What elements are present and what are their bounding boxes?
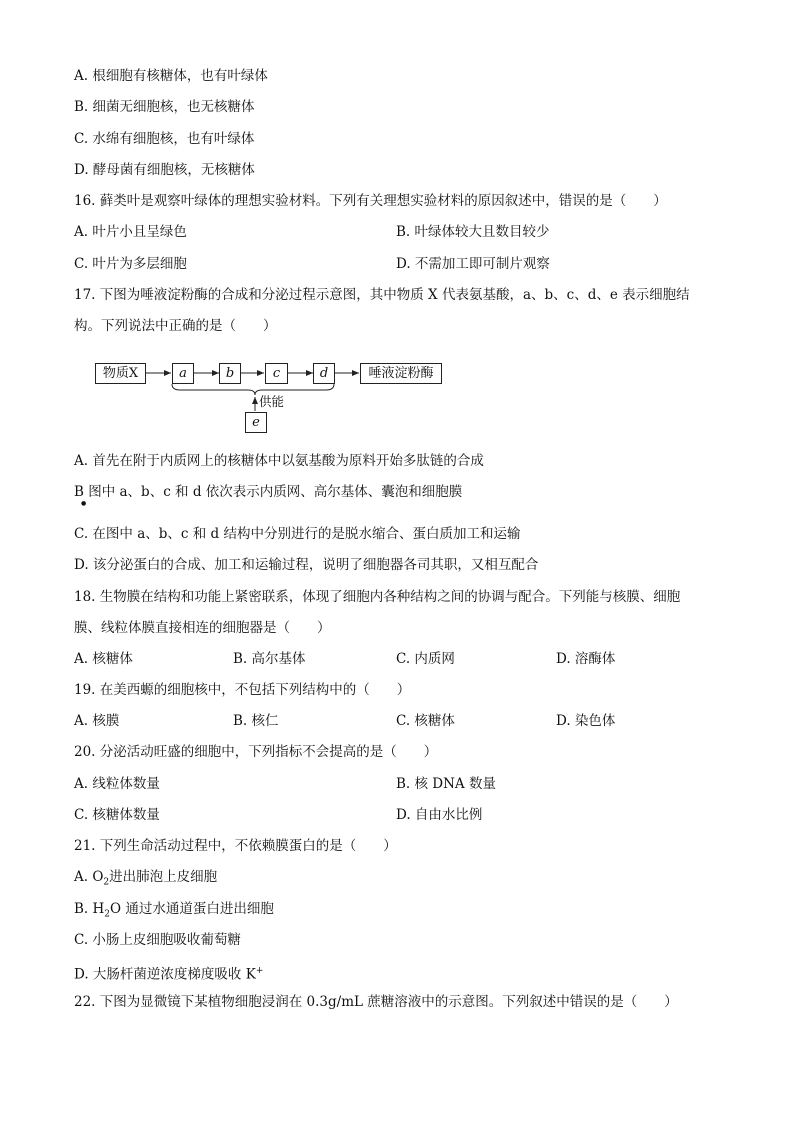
q15-option-c: C. 水绵有细胞核，也有叶绿体 [74, 131, 255, 147]
brace [172, 384, 334, 395]
q20-option-c: C. 核糖体数量 [74, 807, 160, 823]
q17-stem-line1: 17. 下图为唾液淀粉酶的合成和分泌过程示意图，其中物质 X 代表氨基酸，a、b、c、d、e 表示细胞结 [74, 287, 690, 303]
q19-option-c: C. 核糖体 [396, 713, 455, 729]
q18-stem-line1: 18. 生物膜在结构和功能上紧密联系，体现了细胞内各种结构之间的协调与配合。下列能与核膜、细胞 [74, 589, 681, 605]
q21-option-b-prefix: B. H [74, 901, 105, 917]
q17-option-d: D. 该分泌蛋白的合成、加工和运输过程，说明了细胞器各司其职，又相互配合 [74, 557, 539, 573]
q21-option-b-sub: 2 [104, 909, 111, 920]
node-a: a [172, 363, 194, 384]
q18-option-a: A. 核糖体 [74, 651, 133, 667]
q18-option-b: B. 高尔基体 [233, 651, 306, 667]
q21-option-b-rest: O 通过水通道蛋白进出细胞 [110, 901, 274, 917]
energy-label: 供能 [259, 394, 285, 409]
stray-dot: ● [81, 500, 87, 507]
q16-option-d: D. 不需加工即可制片观察 [396, 256, 550, 272]
q17-option-a: A. 首先在附于内质网上的核糖体中以氨基酸为原料开始多肽链的合成 [74, 453, 484, 469]
node-c: c [265, 363, 288, 384]
q21-option-a-sub: 2 [103, 877, 110, 888]
q17-option-b: B 图中 a、b、c 和 d 依次表示内质网、高尔基体、囊泡和细胞膜 [74, 484, 463, 500]
q19-stem: 19. 在美西螈的细胞核中，不包括下列结构中的（ ） [74, 682, 411, 698]
diagram-arrows [0, 0, 794, 440]
q21-option-d-prefix: D. 大肠杆菌逆浓度梯度吸收 K [74, 966, 256, 983]
node-b: b [219, 363, 241, 384]
q16-option-a: A. 叶片小且呈绿色 [74, 224, 187, 240]
q20-option-a: A. 线粒体数量 [74, 776, 160, 792]
q16-option-b: B. 叶绿体较大且数目较少 [396, 224, 550, 240]
secretion-diagram [0, 0, 794, 440]
q15-option-b: B. 细菌无细胞核，也无核糖体 [74, 99, 255, 115]
q21-option-a-prefix: A. O [74, 869, 104, 885]
q17-stem-line2: 构。下列说法中正确的是（ ） [74, 318, 277, 334]
node-e: e [245, 412, 267, 433]
q21-option-c: C. 小肠上皮细胞吸收葡萄糖 [74, 932, 241, 948]
q15-option-d: D. 酵母菌有细胞核，无核糖体 [74, 162, 255, 178]
q17-option-c: C. 在图中 a、b、c 和 d 结构中分别进行的是脱水缩合、蛋白质加工和运输 [74, 526, 521, 542]
q21-option-d-sup: + [255, 966, 264, 976]
q16-option-c: C. 叶片为多层细胞 [74, 256, 187, 272]
q19-option-a: A. 核膜 [74, 713, 120, 729]
q19-option-d: D. 染色体 [556, 713, 616, 729]
q18-option-d: D. 溶酶体 [556, 651, 616, 667]
q20-stem: 20. 分泌活动旺盛的细胞中，下列指标不会提高的是（ ） [74, 744, 438, 760]
q22-stem: 22. 下图为显微镜下某植物细胞浸润在 0.3g/mL 蔗糖溶液中的示意图。下列叙述中错误的是（ ） [74, 994, 678, 1010]
node-d: d [313, 363, 335, 384]
q16-stem: 16. 藓类叶是观察叶绿体的理想实验材料。下列有关理想实验材料的原因叙述中，错误的是（ ） [74, 193, 667, 209]
q21-option-a [74, 868, 217, 892]
q21-option-a-rest: 进出肺泡上皮细胞 [109, 869, 218, 885]
q18-stem-line2: 膜、线粒体膜直接相连的细胞器是（ ） [74, 620, 331, 636]
q21-option-d [74, 962, 263, 984]
q21-stem: 21. 下列生命活动过程中，不依赖膜蛋白的是（ ） [74, 838, 397, 854]
q15-option-a: A. 根细胞有核糖体，也有叶绿体 [74, 68, 268, 84]
q20-option-b: B. 核 DNA 数量 [396, 776, 496, 792]
q18-option-c: C. 内质网 [396, 651, 455, 667]
q21-option-b [74, 900, 274, 924]
node-substance-x: 物质X [95, 363, 146, 384]
q20-option-d: D. 自由水比例 [396, 807, 483, 823]
q19-option-b: B. 核仁 [233, 713, 279, 729]
node-amylase: 唾液淀粉酶 [360, 363, 442, 384]
